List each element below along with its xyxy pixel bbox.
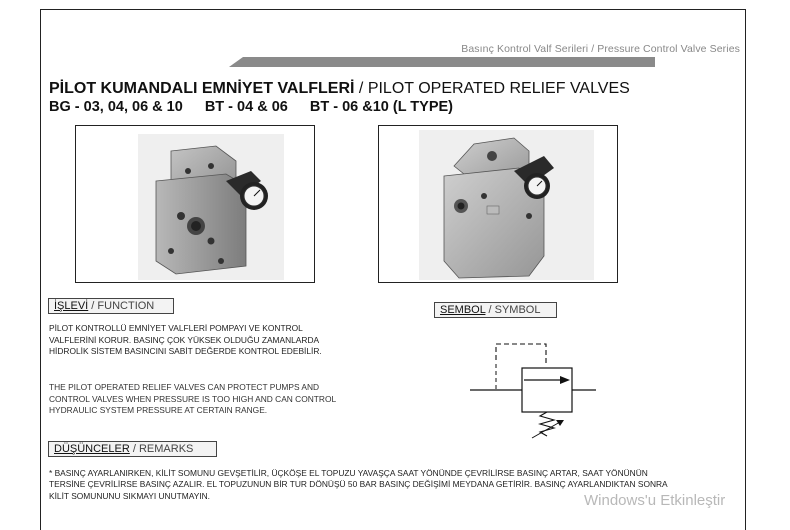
- symbol-label: [434, 302, 557, 318]
- valve-photo-bg: [75, 125, 315, 283]
- windows-activation-watermark: Windows'u Etkinleştir: [584, 492, 726, 509]
- series-title: Basınç Kontrol Valf Serileri / Pressure Control Valve Series: [461, 43, 740, 55]
- title-separator: /: [354, 80, 368, 97]
- function-text-english: THE PILOT OPERATED RELIEF VALVES CAN PROTECT PUMPS AND CONTROL VALVES WHEN PRESSURE IS TOO HIGH AND CAN CONTROL HYDRAULIC SYSTEM PRESSURE AT CERTAIN RANGE.: [49, 382, 336, 415]
- title-turkish: PİLOT KUMANDALI EMNİYET VALFLERİ: [49, 80, 355, 97]
- remarks-label-sep: /: [129, 443, 139, 455]
- model-bt-l-type: BT - 06 &10 (L TYPE): [309, 99, 454, 115]
- function-text-turkish: PİLOT KONTROLLÜ EMNİYET VALFLERİ POMPAYI VE KONTROL VALFLERİNİ KORUR. BASINÇ ÇOK YÜKSEK OLDUĞU ZAMANLARDA HİDROLİK SİSTEM BASINCINI SABİT DEĞERDE KONTROL EDEBİLİR.: [49, 323, 322, 356]
- remarks-label-en: REMARKS: [138, 443, 194, 455]
- model-bt: BT - 04 & 06: [204, 99, 288, 115]
- function-label-en: FUNCTION: [97, 300, 155, 312]
- symbol-label-en: SYMBOL: [494, 304, 541, 316]
- function-label-tr: İŞLEVİ: [54, 300, 89, 312]
- symbol-label-sep: /: [485, 304, 495, 316]
- series-header-bar: [229, 57, 655, 67]
- relief-valve-symbol: [426, 328, 606, 453]
- remarks-text: * BASINÇ AYARLANIRKEN, KİLİT SOMUNU GEVŞETİLİR, ÜÇKÖŞE EL TOPUZU YAVAŞÇA SAAT YÖNÜNDE ÇEVRİLİRSE BASINÇ ARTAR, SAAT YÖNÜNÜN TERSİNE ÇEVRİLİRSE BASINÇ AZALIR. EL TOPUZUNUN BİR TUR DÖNÜŞÜ 50 BAR BASINÇ DEĞİŞİMİ MEYDANA GETİRİR. BASINÇ AYARLANDIKTAN SONRA KİLİT SOMUNUNU SIKMAYI UNUTMAYIN.: [49, 468, 668, 501]
- valve-photo-bt: [378, 125, 618, 283]
- function-label-sep: /: [88, 300, 98, 312]
- symbol-label-tr: SEMBOL: [440, 304, 486, 316]
- model-list: [49, 98, 471, 116]
- remarks-label-tr: DÜŞÜNCELER: [54, 443, 130, 455]
- title-english: PILOT OPERATED RELIEF VALVES: [367, 80, 630, 97]
- model-bg: BG - 03, 04, 06 & 10: [49, 99, 183, 115]
- remarks-label: [48, 441, 217, 457]
- page-title: [49, 79, 630, 98]
- function-label: [48, 298, 174, 314]
